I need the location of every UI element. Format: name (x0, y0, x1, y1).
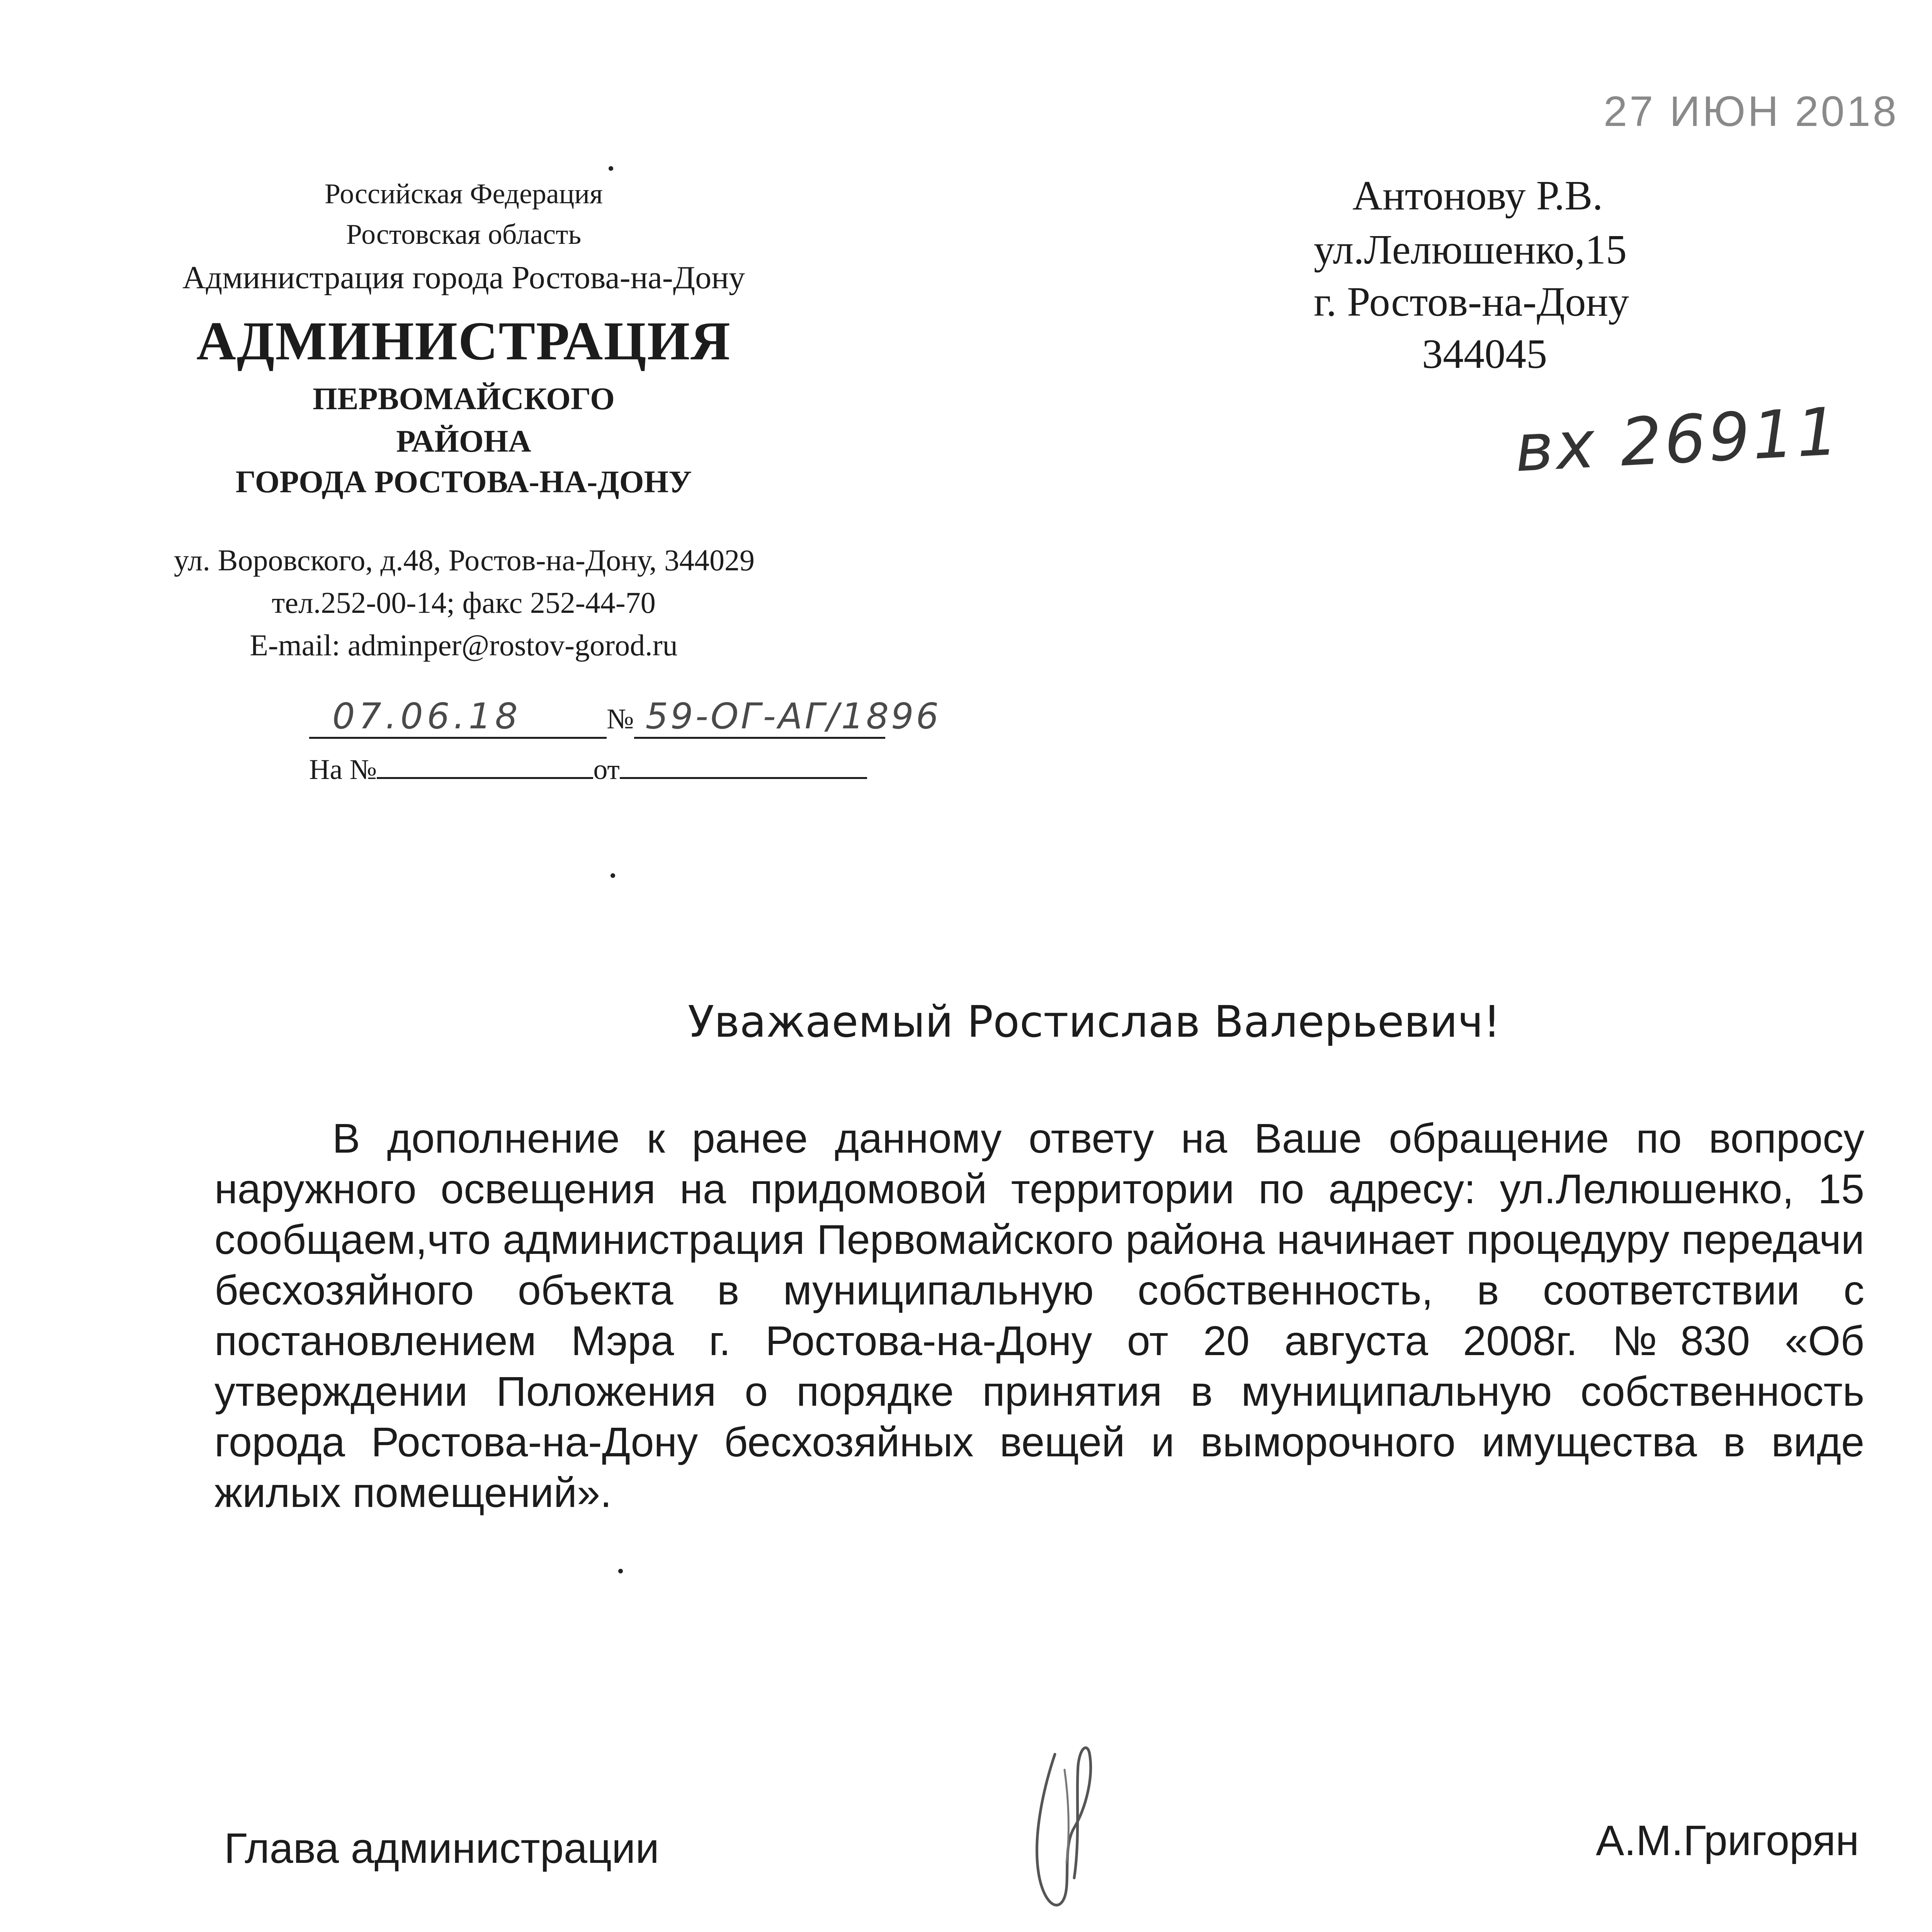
letterhead-subtitle-1: ПЕРВОМАЙСКОГО (313, 381, 615, 416)
outgoing-date-field (309, 696, 607, 739)
recipient-city: г. Ростов-на-Дону (1314, 279, 1629, 325)
recipient-street: ул.Лелюшенко,15 (1314, 227, 1627, 273)
incoming-number-handwritten: вх 26911 (1513, 393, 1843, 487)
letter-body: В дополнение к ранее данному ответу на Ваше обращение по вопросу наружного освещения на придомовой территории по адресу: ул.Лелюшенко, 15 сообщаем,что администрация Первомайского района начинает процедуру передачи бесхозяйного объекта в муниципальную собственность, в соответствии с постановлением Мэра г. Ростова-на-Дону от 20 августа 2008г. №830 «Об утверждении Положения о порядке принятия в муниципальную собственность города Ростова-на-Дону бесхозяйных вещей и выморочного имущества в виде жилых помещений». (214, 1115, 1864, 1516)
scan-speck (618, 1569, 623, 1573)
reply-reference-line (309, 753, 867, 786)
letterhead-title: АДМИНИСТРАЦИЯ (196, 310, 731, 371)
reply-from-field (620, 754, 867, 779)
letterhead-email: E-mail: adminper@rostov-gorod.ru (250, 628, 678, 662)
outgoing-number-label: № (607, 703, 634, 735)
reply-from-label: от (593, 754, 620, 786)
outgoing-number-handwritten: 59-ОГ-АГ/1896 (645, 696, 941, 737)
letterhead-city-admin: Администрация города Ростова-на-Дону (182, 260, 745, 296)
scan-speck (609, 166, 613, 171)
letterhead-subtitle-3: ГОРОДА РОСТОВА-НА-ДОНУ (235, 464, 692, 499)
letterhead-region: Ростовская область (346, 219, 582, 250)
letterhead-country: Российская Федерация (324, 178, 603, 210)
recipient-name: Антонову Р.В. (1352, 173, 1603, 219)
letterhead-address: ул. Воровского, д.48, Ростов-на-Дону, 344029 (174, 543, 755, 577)
letterhead-subtitle-2: РАЙОНА (396, 423, 531, 459)
received-date-stamp: 27 ИЮН 2018 (1604, 88, 1899, 135)
outgoing-registration-line (309, 696, 941, 739)
outgoing-date-handwritten: 07.06.18 (332, 696, 522, 737)
reply-to-field (377, 754, 593, 779)
scan-speck (611, 873, 615, 878)
recipient-zip: 344045 (1422, 331, 1547, 377)
handwritten-signature (997, 1731, 1128, 1932)
salutation: Уважаемый Ростислав Валерьевич! (688, 997, 1501, 1047)
reply-to-label: На № (309, 754, 377, 786)
signatory-name: А.М.Григорян (1596, 1817, 1859, 1864)
signatory-position: Глава администрации (224, 1825, 659, 1872)
outgoing-number-field (634, 696, 941, 739)
letterhead-phone-fax: тел.252-00-14; факс 252-44-70 (272, 586, 656, 619)
